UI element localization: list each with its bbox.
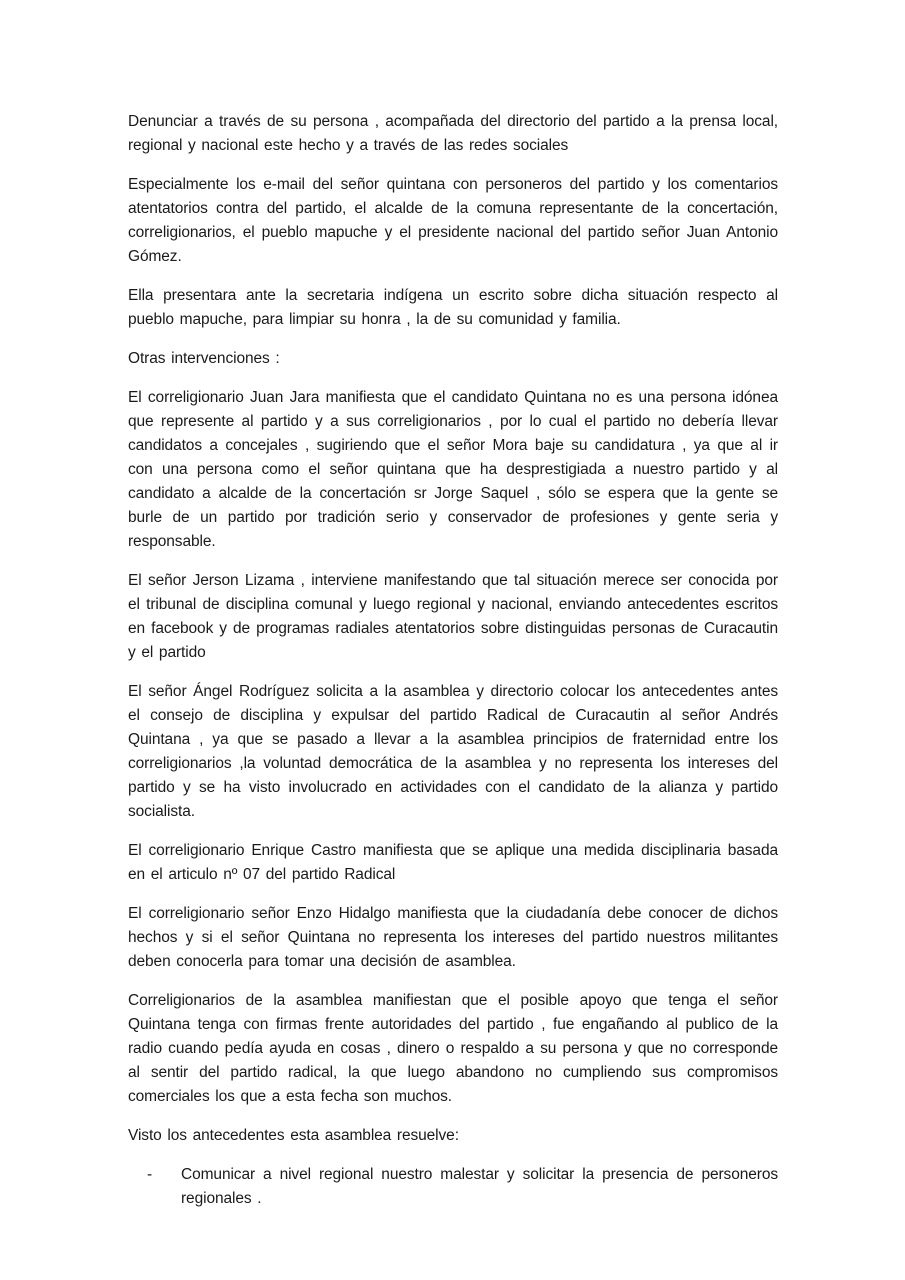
paragraph-enrique-castro: El correligionario Enrique Castro manifiesta que se aplique una medida disciplinaria basada en el articulo nº 07 del partido Radical — [128, 842, 778, 883]
paragraph-juan-jara: El correligionario Juan Jara manifiesta que el candidato Quintana no es una persona idónea que represente al partido y a sus correligionarios , por lo cual el partido no debería llevar candidatos a concejales , sugiriendo que el señor Mora baje su candidatura , ya que al ir con una persona como el señor quintana que ha desprestigiada a nuestro partido y al candidato a alcalde de la concertación sr Jorge Saquel , sólo se espera que la gente se burle de un partido por tradición serio y conservador de profesiones y gente seria y responsable. — [128, 389, 778, 550]
paragraph-correligionarios-asamblea: Correligionarios de la asamblea manifiestan que el posible apoyo que tenga el señor Quintana tenga con firmas frente autoridades del partido , fue engañando al publico de la radio cuando pedía ayuda en cosas , dinero o respaldo a su persona y que no corresponde al sentir del partido radical, la que luego abandono no cumpliendo sus compromisos comerciales los que a esta fecha son muchos. — [128, 992, 778, 1105]
paragraph-enzo-hidalgo: El correligionario señor Enzo Hidalgo manifiesta que la ciudadanía debe conocer de dichos hechos y si el señor Quintana no representa los intereses del partido nuestros militantes deben conocerla para tomar una decisión de asamblea. — [128, 905, 778, 970]
paragraph-denunciar: Denunciar a través de su persona , acompañada del directorio del partido a la prensa local, regional y nacional este hecho y a través de las redes sociales — [128, 113, 778, 154]
paragraph-angel-rodriguez: El señor Ángel Rodríguez solicita a la asamblea y directorio colocar los antecedentes antes el consejo de disciplina y expulsar del partido Radical de Curacautin al señor Andrés Quintana , ya que se pasado a llevar a la asamblea principios de fraternidad entre los correligionarios ,la voluntad democrática de la asamblea y no representa los intereses del partido y se ha visto involucrado en actividades con el candidato de la alianza y partido socialista. — [128, 683, 778, 820]
document-body — [128, 110, 778, 1211]
paragraph-especialmente: Especialmente los e-mail del señor quintana con personeros del partido y los comentarios atentatorios contra del partido, el alcalde de la comuna representante de la concertación, correligionarios, el pueblo mapuche y el presidente nacional del partido señor Juan Antonio Gómez. — [128, 176, 778, 265]
heading-otras-intervenciones: Otras intervenciones : — [128, 350, 280, 367]
list-item-text: Comunicar a nivel regional nuestro malestar y solicitar la presencia de personeros regionales . — [181, 1166, 778, 1207]
dash-bullet: - — [147, 1166, 153, 1183]
paragraph-jerson-lizama: El señor Jerson Lizama , interviene manifestando que tal situación merece ser conocida por el tribunal de disciplina comunal y luego regional y nacional, enviando antecedentes escritos en facebook y de programas radiales atentatorios sobre distinguidas personas de Curacautin y el partido — [128, 572, 778, 661]
paragraph-resolucion-intro: Visto los antecedentes esta asamblea resuelve: — [128, 1127, 459, 1144]
list-item-comunicar — [147, 1163, 778, 1211]
paragraph-ella-presentara: Ella presentara ante la secretaria indígena un escrito sobre dicha situación respecto al pueblo mapuche, para limpiar su honra , la de su comunidad y familia. — [128, 287, 778, 328]
